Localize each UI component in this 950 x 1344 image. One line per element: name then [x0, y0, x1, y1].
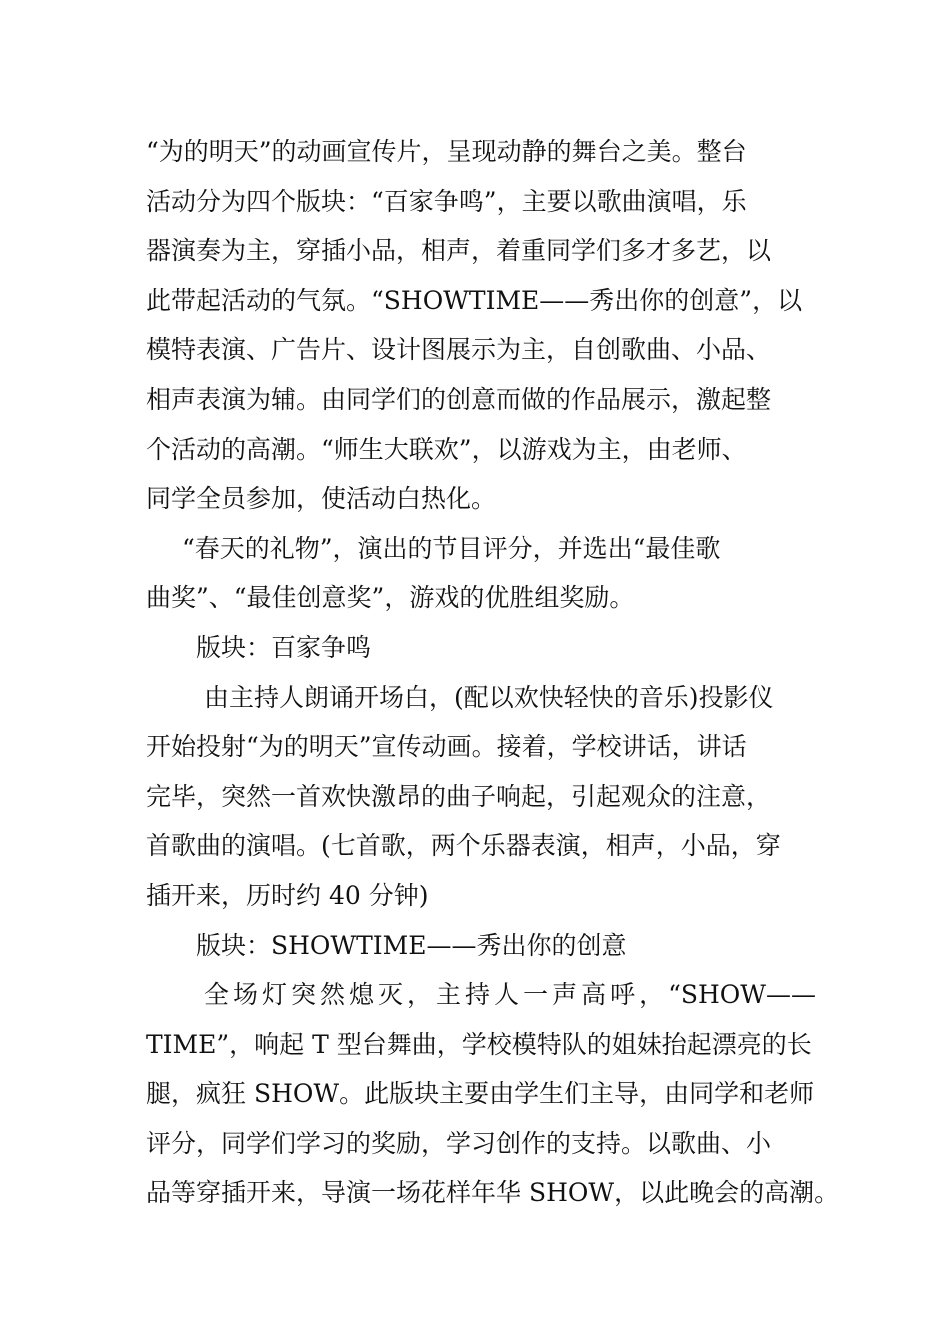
text-line: 首歌曲的演唱。(七首歌，两个乐器表演，相声，小品，穿 — [146, 831, 781, 861]
text-line: 相声表演为辅。由同学们的创意而做的作品展示，激起整 — [146, 384, 772, 414]
paragraph-first-line: “春天的礼物”，演出的节目评分，并选出“最佳歌 — [182, 533, 721, 563]
paragraph-first-line: 由主持人朗诵开场白，(配以欢快轻快的音乐)投影仪 — [204, 682, 774, 712]
text-line: 腿，疯狂 SHOW。此版块主要由学生们主导，由同学和老师 — [146, 1079, 815, 1109]
text-line: 插开来，历时约 40 分钟) — [146, 880, 429, 910]
section-heading: 版块：百家争鸣 — [196, 632, 372, 662]
text-line: TIME”，响起 T 型台舞曲，学校模特队的姐妹抬起漂亮的长 — [146, 1029, 812, 1059]
text-line: 此带起活动的气氛。“SHOWTIME——秀出你的创意”，以 — [146, 285, 803, 315]
paragraph-first-line: 全场灯突然熄灭，主持人一声高呼，“SHOW—— — [204, 980, 816, 1010]
text-line: “为的明天”的动画宣传片，呈现动静的舞台之美。整台 — [146, 137, 747, 166]
text-line: 模特表演、广告片、设计图展示为主，自创歌曲、小品、 — [146, 335, 772, 365]
text-line: 曲奖”、“最佳创意奖”，游戏的优胜组奖励。 — [146, 583, 635, 613]
text-line: 器演奏为主，穿插小品，相声，着重同学们多才多艺，以 — [146, 236, 772, 266]
text-line: 个活动的高潮。“师生大联欢”，以游戏为主，由老师、 — [146, 434, 747, 464]
text-line: 活动分为四个版块：“百家争鸣”，主要以歌曲演唱，乐 — [146, 186, 747, 216]
text-line: 开始投射“为的明天”宣传动画。接着，学校讲话，讲话 — [146, 732, 747, 762]
section-heading: 版块：SHOWTIME——秀出你的创意 — [196, 930, 627, 960]
text-line: 品等穿插开来，导演一场花样年华 SHOW，以此晚会的高潮。 — [146, 1178, 840, 1208]
text-line: 同学全员参加，使活动白热化。 — [146, 484, 497, 514]
document-body — [146, 127, 840, 1218]
text-line: 完毕，突然一首欢快激昂的曲子响起，引起观众的注意， — [146, 781, 772, 811]
text-line: 评分，同学们学习的奖励，学习创作的支持。以歌曲、小 — [146, 1128, 772, 1158]
